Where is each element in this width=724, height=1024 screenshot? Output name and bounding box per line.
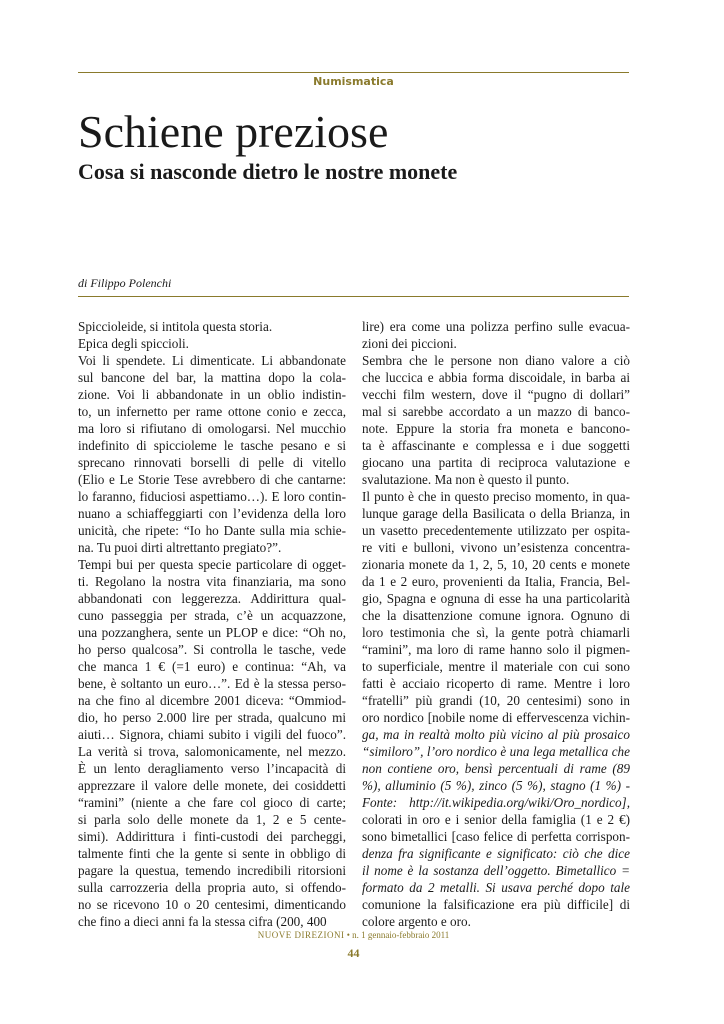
- text-line: na che fino al dicembre 2001 diceva: “Ommiod-: [78, 693, 346, 708]
- text-line: “ramini”, ma loro di rame hanno solo il pigmen-: [362, 642, 630, 657]
- text-line: bene, è soltanto un euro…”. Ed è la stessa perso-: [78, 676, 346, 691]
- text-line: fatti è acciaio ricoperto di rame. Mentre i loro: [362, 676, 630, 691]
- text-line: una pozzanghera, sente un PLOP e dice: “Oh no,: [78, 625, 346, 640]
- text-line: Tempi bui per questa specie particolare di ogget-: [78, 557, 346, 572]
- text-line: si parla solo delle monete da 1, 2 e 5 cente-: [78, 812, 346, 827]
- text-line: unicità, che ripete: “Io ho Dante sulla mia schie-: [78, 523, 346, 538]
- top-rule: [78, 72, 629, 73]
- text-line: ma loro si rifiutano di omologarsi. Nel mucchio: [78, 421, 346, 436]
- text-line: che manca 1 € (=1 euro) e continua: “Ah, va: [78, 659, 346, 674]
- footer: [78, 930, 629, 940]
- text-line: Spiccioleide, si intitola questa storia.: [78, 319, 273, 334]
- text-line: ti. Regolano la nostra vita finanziaria, ma sono: [78, 574, 346, 589]
- magazine-name: NUOVE DIREZIONI: [257, 930, 345, 940]
- text-line: pagare la questua, temendo incredibili ritorsioni: [78, 863, 346, 878]
- text-line: denza fra significante e significato: ciò che dice: [362, 846, 630, 861]
- text-line: na. Tu puoi dirti altrettanto pregiato?”.: [78, 540, 282, 555]
- text-line: apprezzare il valore delle monete, dei cosiddetti: [78, 778, 346, 793]
- text-line: ga, ma in realtà molto più vicino al più prosaico: [362, 727, 630, 742]
- text-line: cuno passeggia per strada, c’è un acquazzone,: [78, 608, 346, 623]
- article-title: Schiene preziose: [78, 106, 389, 157]
- text-line: Fonte: http://it.wikipedia.org/wiki/Oro_nordico],: [362, 795, 630, 810]
- text-line: non contiene oro, bensì percentuali di rame (89: [362, 761, 630, 776]
- text-line: “ramini” (niente a che fare col gioco di carte;: [78, 795, 346, 810]
- text-line: Epica degli spiccioli.: [78, 336, 189, 351]
- text-line: abbandonati con leggerezza. Addirittura qual-: [78, 591, 346, 606]
- page-number: 44: [347, 946, 360, 960]
- article-subtitle: Cosa si nasconde dietro le nostre monete: [78, 159, 458, 184]
- text-line: colorati in oro e i senior della famiglia (1 e 2 €): [362, 812, 630, 827]
- byline-rule: [78, 296, 629, 297]
- text-line: loro testimonia che sì, la gente potrà chiamarli: [362, 625, 630, 640]
- text-line: da 1 e 2 euro, provenienti da Italia, Francia, Bel-: [362, 574, 630, 589]
- text-line: simi). Addirittura i finti-custodi dei parcheggi,: [78, 829, 346, 844]
- text-line: ho perso qualcosa”. Si controlla le tasche, vede: [78, 642, 346, 657]
- text-line: indefinito di spiccioleme le tasche pesano e si: [78, 438, 346, 453]
- text-line: lire) era come una polizza perfino sulle evacua-: [362, 319, 630, 334]
- text-line: talmente finti che la gente si sente in obbligo di: [78, 846, 346, 861]
- text-line: giocano una partita di reciproca valutazione e: [362, 455, 630, 470]
- left-column: [78, 318, 346, 930]
- text-line: lunque garage della Basilicata o della Brianza, in: [362, 506, 630, 521]
- text-line: colore argento e oro.: [362, 914, 471, 929]
- text-line: “similoro”, l’oro nordico è una lega metallica che: [362, 744, 630, 759]
- text-line: nuano a schiaffeggiarti con l’evidenza della loro: [78, 506, 346, 521]
- text-line: sono bimetallici [caso felice di perfetta corrispon-: [362, 829, 630, 844]
- text-line: Voi li spendete. Li dimenticate. Li abbandonate: [78, 353, 346, 368]
- text-line: È un lento deragliamento verso l’incapacità di: [78, 761, 346, 776]
- text-line: to superficiale, mentre il materiale con cui sono: [362, 659, 630, 674]
- byline: di Filippo Polenchi: [78, 276, 172, 290]
- text-line: sul bancone del bar, la mattina dopo la cola-: [78, 370, 346, 385]
- text-line: (Elio e Le Storie Tese avrebbero di che cantarne:: [78, 472, 346, 487]
- text-line: lo faranno, fiduciosi aspettiamo…). E loro contin-: [78, 489, 346, 504]
- text-line: Il punto è che in questo preciso momento, in qua-: [362, 489, 630, 504]
- text-line: gio, Spagna e ognuna di esse ha una particolarità: [362, 591, 630, 606]
- text-line: zione. Voi li abbandonate in un oblio indistin-: [78, 387, 346, 402]
- section-label: Numismatica: [313, 75, 394, 88]
- text-line: mal si sarebbe accordato a un mazzo di banco-: [362, 404, 630, 419]
- text-line: zionaria monete da 1, 2, 5, 10, 20 cents e monete: [362, 557, 630, 572]
- text-line: “fratelli” più grandi (10, 20 centesimi) sono in: [362, 693, 630, 708]
- text-line: il nome è la sostanza dell’oggetto. Bimetallico =: [362, 863, 630, 878]
- text-line: che luccica e abbia forma discoidale, in barba ai: [362, 370, 630, 385]
- text-line: sulla carrozzeria della propria auto, si offendo-: [78, 880, 346, 895]
- text-line: sprecano rinnovati borselli di pelle di vitello: [78, 455, 346, 470]
- text-line: zioni dei piccioni.: [362, 336, 457, 351]
- text-line: che fino a dieci anni fa la stessa cifra (200, 400: [78, 914, 327, 929]
- text-line: aiuti… Signora, chiami subito i vigili del fuoco”.: [78, 727, 346, 742]
- text-line: dio, ho perso 2.000 lire per strada, qualcuno mi: [78, 710, 346, 725]
- text-line: vecchi film western, dove il “pugno di dollari”: [362, 387, 630, 402]
- text-line: oro nordico [nobile nome di effervescenza vichin-: [362, 710, 630, 725]
- text-line: re viti e bulloni, vivono un’esistenza concentra-: [362, 540, 630, 555]
- text-line: Sembra che le persone non diano valore a ciò: [362, 353, 630, 368]
- text-line: un vasetto precedentemente utilizzato per ospita-: [362, 523, 630, 538]
- text-line: svalutazione. Ma non è questo il punto.: [362, 472, 570, 487]
- text-line: che la disattenzione comune ignora. Ognuno di: [362, 608, 630, 623]
- text-line: no se ricevono 10 o 20 centesimi, dimenticando: [78, 897, 346, 912]
- text-line: comunione la falsificazione era più difficile] di: [362, 897, 630, 912]
- text-line: to, un infernetto per rame ottone conio e zecca,: [78, 404, 346, 419]
- issue-info: • n. 1 gennaio-febbraio 2011: [344, 930, 450, 940]
- text-line: formato da 2 metalli. Si usava perché dopo tale: [362, 880, 630, 895]
- text-line: note. Eppure la storia fra moneta e bancono-: [362, 421, 630, 436]
- text-line: ta è affascinante e complessa e i due soggetti: [362, 438, 630, 453]
- text-line: La verità si trova, salomonicamente, nel mezzo.: [78, 744, 346, 759]
- right-column: [362, 318, 630, 930]
- text-line: %), alluminio (5 %), zinco (5 %), stagno (1 %) -: [362, 778, 630, 793]
